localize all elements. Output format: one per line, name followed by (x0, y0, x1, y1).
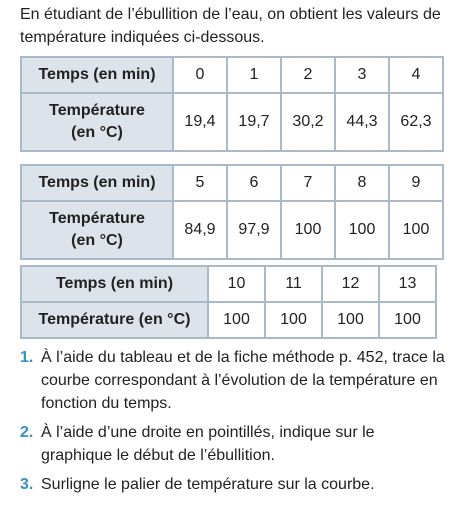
row-header-temperature-line2: (en °C) (71, 232, 123, 249)
temperature-cell: 19,4 (173, 93, 227, 151)
table-row-time (21, 165, 443, 201)
temperature-cell: 100 (335, 201, 389, 259)
time-cell: 4 (389, 57, 443, 93)
row-header-time: Temps (en min) (21, 266, 208, 302)
time-cell: 9 (389, 165, 443, 201)
time-cell: 3 (335, 57, 389, 93)
temperature-cell: 19,7 (227, 93, 281, 151)
table-row-temperature (21, 302, 436, 338)
temperature-cell: 84,9 (173, 201, 227, 259)
row-header-temperature: Température (en °C) (21, 302, 208, 338)
table-row-temperature (21, 201, 443, 259)
question-item (20, 473, 450, 496)
row-header-temperature (21, 93, 173, 151)
question-number: 1. (20, 349, 34, 366)
question-list (20, 346, 450, 502)
row-header-temperature-line2: (en °C) (71, 124, 123, 141)
question-text: À l’aide du tableau et de la fiche méthode p. 452, trace la courbe correspondant à l’évolution de la température en fonction du temps. (41, 349, 445, 412)
data-table-1 (20, 56, 444, 152)
time-cell: 8 (335, 165, 389, 201)
temperature-cell: 44,3 (335, 93, 389, 151)
data-table-2 (20, 164, 444, 260)
time-cell: 11 (265, 266, 322, 302)
temperature-cell: 100 (389, 201, 443, 259)
row-header-temperature (21, 201, 173, 259)
time-cell: 5 (173, 165, 227, 201)
temperature-cell: 100 (208, 302, 265, 338)
temperature-cell: 100 (265, 302, 322, 338)
time-cell: 1 (227, 57, 281, 93)
table-row-time (21, 266, 436, 302)
table-row-temperature (21, 93, 443, 151)
temperature-cell: 100 (322, 302, 379, 338)
time-cell: 6 (227, 165, 281, 201)
time-cell: 7 (281, 165, 335, 201)
question-number: 2. (20, 424, 34, 441)
temperature-cell: 62,3 (389, 93, 443, 151)
time-cell: 0 (173, 57, 227, 93)
row-header-time: Temps (en min) (21, 57, 173, 93)
time-cell: 12 (322, 266, 379, 302)
row-header-temperature-line1: Température (49, 102, 145, 119)
time-cell: 10 (208, 266, 265, 302)
question-number: 3. (20, 476, 34, 493)
row-header-time: Temps (en min) (21, 165, 173, 201)
row-header-temperature-line1: Température (49, 210, 145, 227)
time-cell: 2 (281, 57, 335, 93)
temperature-cell: 30,2 (281, 93, 335, 151)
question-text: À l’aide d’une droite en pointillés, indique sur le graphique le début de l’ébullition. (41, 424, 375, 464)
question-text: Surligne le palier de température sur la courbe. (41, 476, 375, 493)
intro-text: En étudiant de l’ébullition de l’eau, on obtient les valeurs de température indiquées ci-dessous. (20, 6, 441, 46)
data-table-3 (20, 265, 437, 339)
temperature-cell: 100 (379, 302, 436, 338)
time-cell: 13 (379, 266, 436, 302)
question-item (20, 421, 450, 467)
question-item (20, 346, 450, 415)
temperature-cell: 97,9 (227, 201, 281, 259)
temperature-cell: 100 (281, 201, 335, 259)
table-row-time (21, 57, 443, 93)
